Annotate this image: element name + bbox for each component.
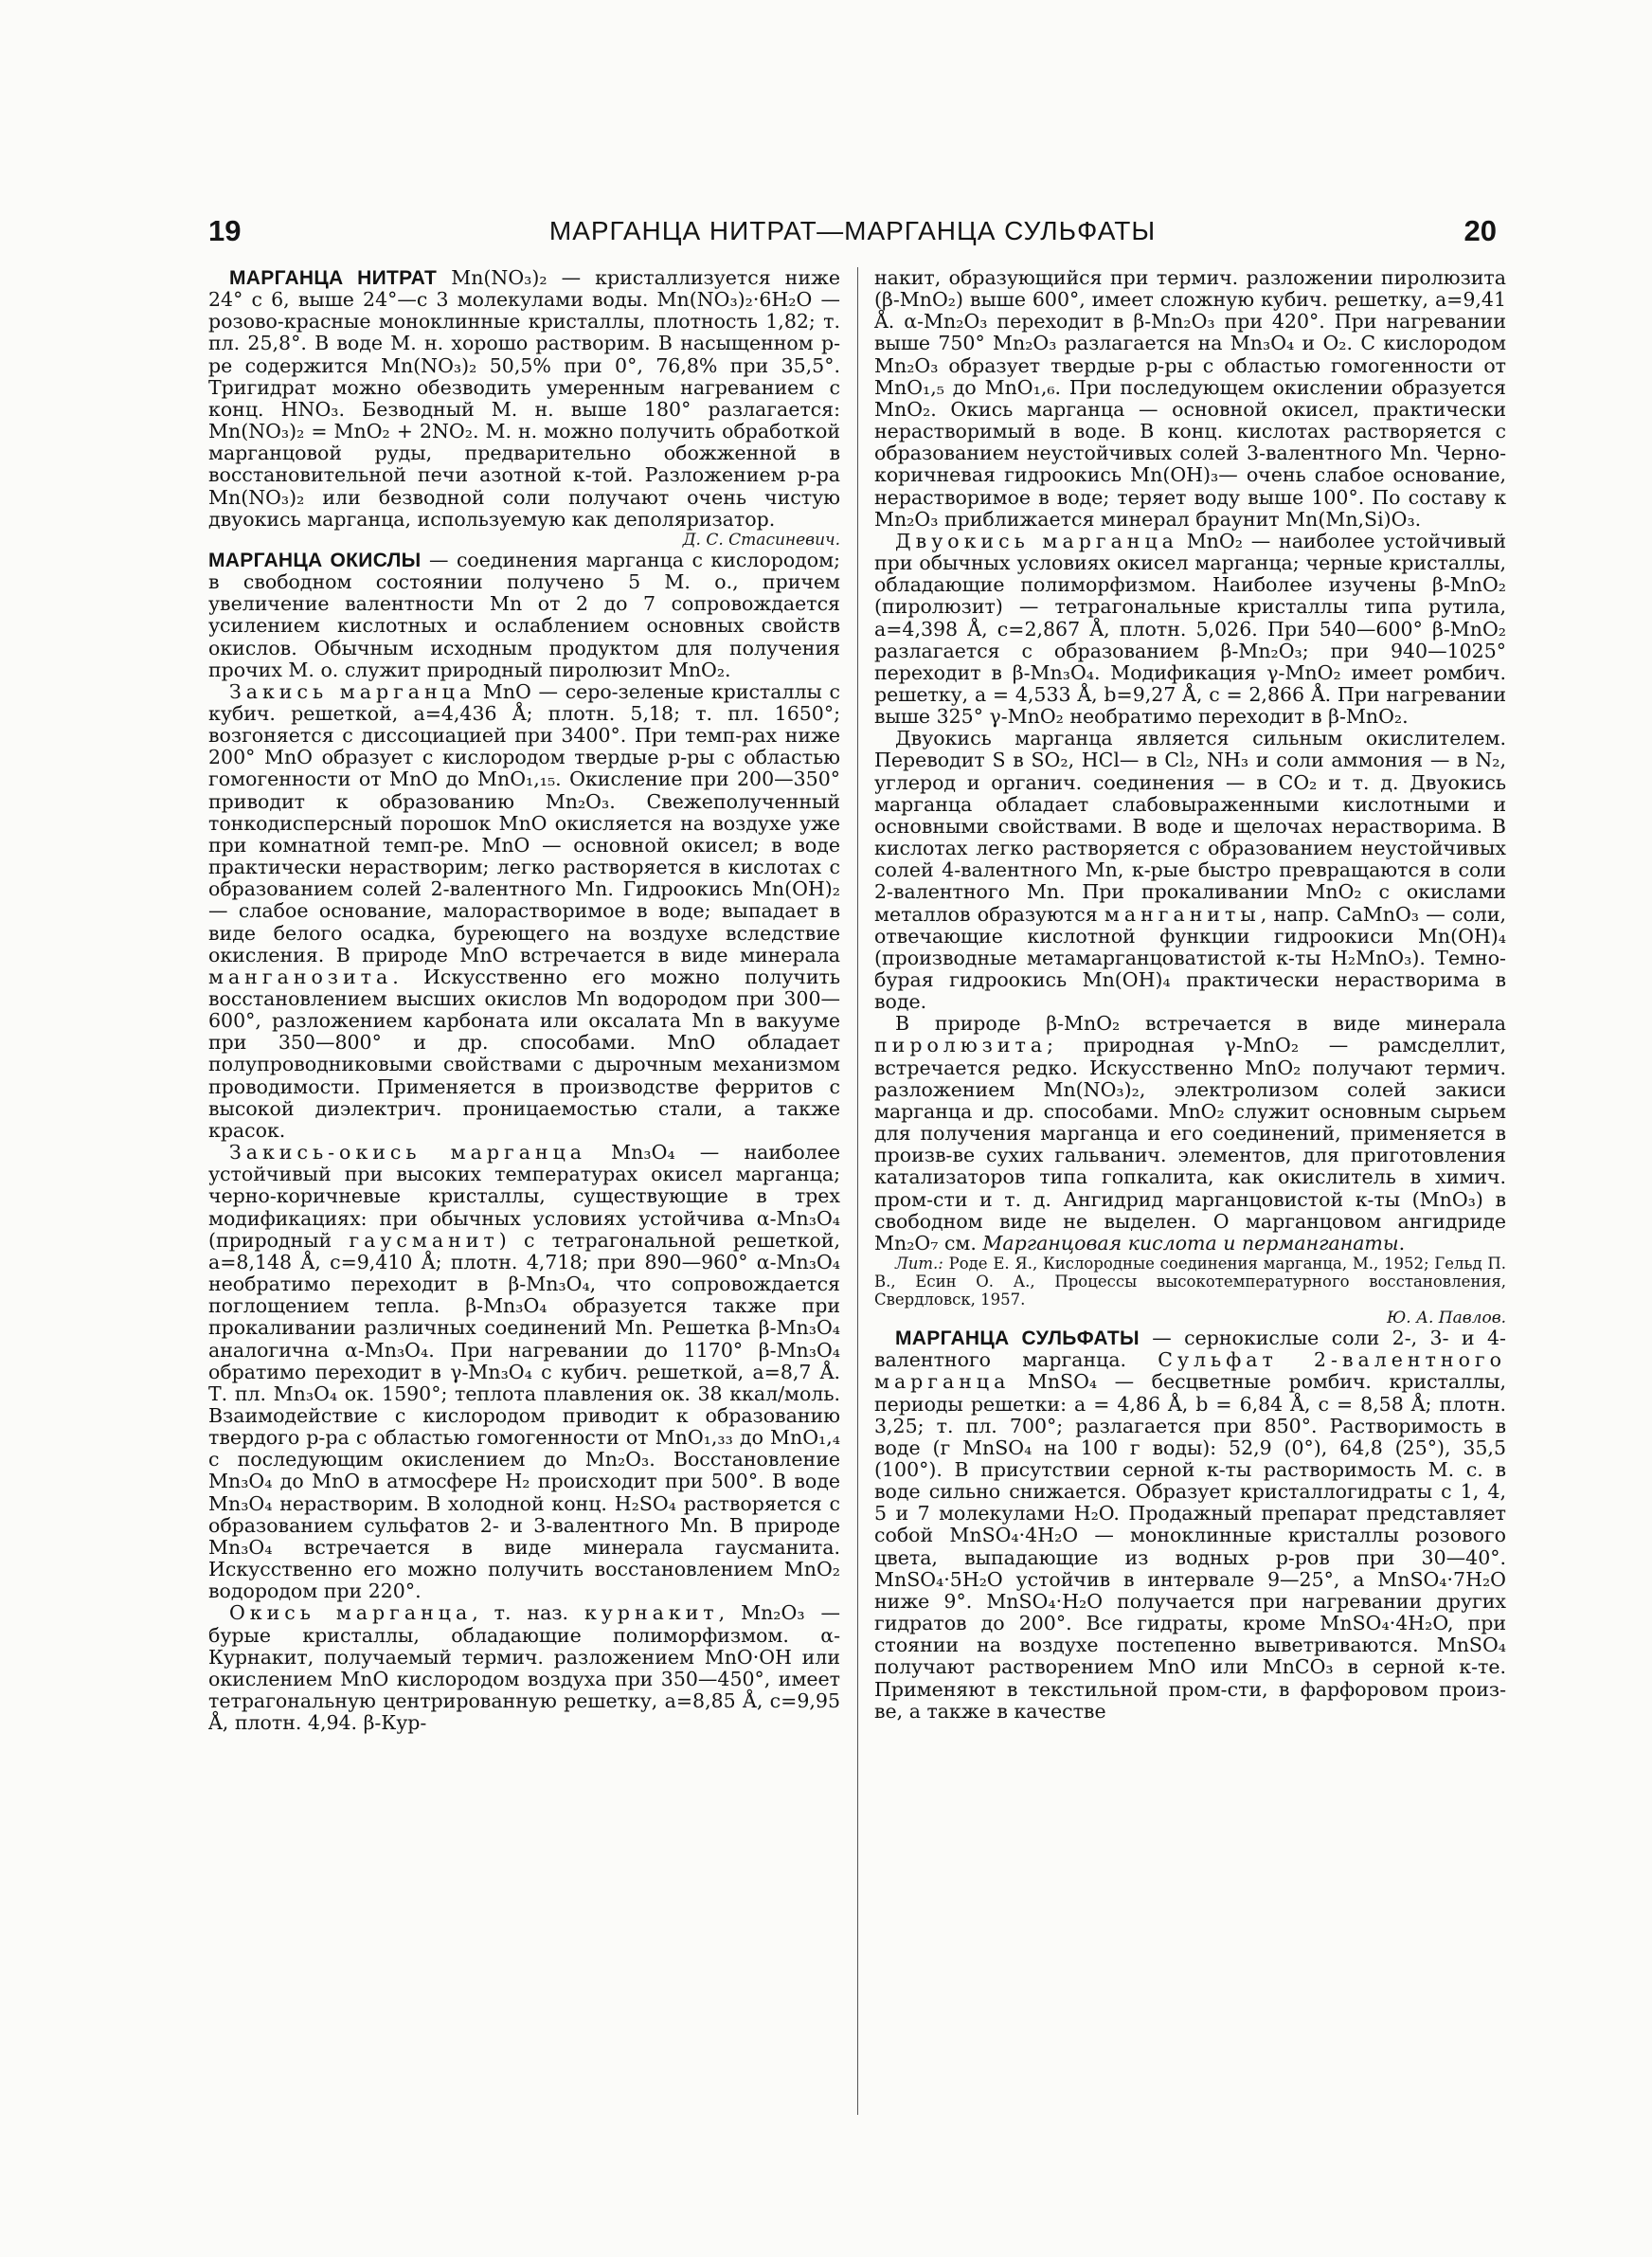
nitrate-headword: МАРГАНЦА НИТРАТ (229, 267, 438, 289)
sulfate-text: — сернокислые соли 2-, 3- и 4-валентного марганца. (874, 1327, 1506, 1372)
mn3o4-text: Mn₃O₄ — наиболее устойчивый при высоких температурах окисел марганца; черно-коричневые кристаллы, существующие в трех модификациях: при обычных условиях устойчива α-Mn₃O₄ (природный (208, 1141, 840, 1252)
manganosite-term: манганозита (208, 965, 393, 988)
page-number-right: 20 (1463, 214, 1497, 247)
literature-label: Лит.: (895, 1255, 943, 1273)
column-divider (857, 267, 858, 2115)
mno2-term: Двуокись марганца (895, 529, 1178, 552)
mn2o3-text-2: , Mn₂O₃ — бурые кристаллы, обладающие полиморфизмом. α-Курнакит, получаемый термич. разложением MnO·OH или окислением MnO кислородом воздуха при 350—450°, имеет тетрагональную центрированную решетку, a=8,85 Å, c=9,95 Å, плотн. 4,94. β-Кур- (208, 1601, 840, 1735)
mno2-nature-paragraph (874, 1013, 1506, 1255)
mn3o4-text-2: ) с тетрагональной решеткой, a=8,148 Å, c=9,410 Å; плотн. 4,718; при 890—960° α-Mn₃O₄ необратимо переходит в β-Mn₃O₄, что сопровождается поглощением тепла. β-Mn₃O₄ образуется также при прокаливании различных соединений Mn. Решетка β-Mn₃O₄ аналогична α-Mn₃O₄. При нагревании до 1170° β-Mn₃O₄ обратимо переходит в γ-Mn₃O₄ с кубич. решеткой, a=8,7 Å. Т. пл. Mn₃O₄ ок. 1590°; теплота плавления ок. 38 ккал/моль. Взаимодействие с кислородом приводит к образованию твердого р-ра с областью гомогенности от MnO₁,₃₃ до MnO₁,₄ с последующим окислением до Mn₂O₃. Восстановление Mn₃O₄ до MnO в атмосфере H₂ происходит при 500°. В воде Mn₃O₄ нерастворим. В холодной конц. H₂SO₄ растворяется с образованием сульфатов 2- и 3-валентного Mn. В природе Mn₃O₄ встречается в виде минерала гаусманита. Искусственно его можно получить восстановлением MnO₂ водородом при 220°. (208, 1228, 840, 1603)
cross-reference: Марганцовая кислота и перманганаты (982, 1231, 1399, 1255)
manganites-term: манганиты (1104, 902, 1261, 926)
sulfate-entry (874, 1327, 1506, 1723)
kurnakite-term: курнакит (584, 1601, 719, 1625)
sulfate-term: Сульфат 2-валентного марганца (874, 1348, 1506, 1394)
mno2-p3-text-2: ; природная γ-MnO₂ — рамсделлит, встречается редко. Искусственно MnO₂ получают термич. разложением Mn(NO₃)₂, электролизом солей закиси марганца и др. способами. MnO₂ служит основным сырьем для получения марганца и его соединений, применяется в произв-ве сухих гальванич. элементов, для приготовления катализаторов типа гопкалита, как окислитель в химич. пром-сти и т. д. Ангидрид марганцовистой к-ты (MnO₃) в свободном виде не выделен. О марганцовом ангидриде Mn₂O₇ см. (874, 1034, 1506, 1255)
sulfate-headword: МАРГАНЦА СУЛЬФАТЫ (895, 1327, 1140, 1350)
mno-paragraph (208, 681, 840, 1142)
oxides-entry (208, 550, 840, 681)
mno-term: Закись марганца (229, 679, 476, 703)
mno2-p3-text: В природе β-MnO₂ встречается в виде минерала (895, 1012, 1506, 1036)
oxides-intro: — соединения марганца с кислородом; в свободном состоянии получено 5 М. о., причем увеличение валентности Mn от 2 до 7 сопровождается усилением кислотных и ослаблением основных свойств окислов. Обычным исходным продуктом для получения прочих М. о. служит природный пиролюзит MnO₂. (208, 548, 840, 681)
literature-text: Роде Е. Я., Кислородные соединения марганца, М., 1952; Гельд П. В., Есин О. А., Процессы высокотемпературного восстановления, Свердловск, 1957. (874, 1255, 1506, 1309)
left-column (208, 267, 840, 2134)
oxides-headword: МАРГАНЦА ОКИСЛЫ (208, 549, 422, 571)
sulfate-text-2: MnSO₄ — бесцветные ромбич. кристаллы, периоды решетки: a = 4,86 Å, b = 6,84 Å, c = 8,58 Å; плотн. 3,25; т. пл. 700°; разлагается при 850°. Растворимость в воде (г MnSO₄ на 100 г воды): 52,9 (0°), 64,8 (25°), 35,5 (100°). В присутствии серной к-ты растворимость М. с. в воде сильно снижается. Образует кристаллогидраты с 1, 4, 5 и 7 молекулами H₂O. Продажный препарат представляет собой MnSO₄·4H₂O — моноклинные кристаллы розового цвета, выпадающие из водных р-ров при 30—40°. MnSO₄·5H₂O устойчив в интервале 9—25°, а MnSO₄·7H₂O ниже 9°. MnSO₄·H₂O получается при нагревании других гидратов до 200°. Все гидраты, кроме MnSO₄·4H₂O, при стоянии на воздухе постепенно выветриваются. MnSO₄ получают растворением MnO или MnCO₃ в серной к-те. Применяют в текстильной пром-сти, в фарфоровом произ-ве, а также в качестве (874, 1370, 1506, 1723)
oxides-author: Ю. А. Павлов. (1387, 1309, 1506, 1328)
running-title: МАРГАНЦА НИТРАТ—МАРГАНЦА СУЛЬФАТЫ (548, 216, 1157, 245)
right-column (874, 267, 1506, 2134)
mno2-text: MnO₂ — наиболее устойчивый при обычных условиях окисел марганца; черные кристаллы, обладающие полиморфизмом. Наиболее изучены β-MnO₂ (пиролюзит) — тетрагональные кристаллы типа рутила, a=4,398 Å, c=2,867 Å, плотн. 5,026. При 540—600° β-MnO₂ разлагается с образованием β-Mn₂O₃; при 940—1025° переходит в β-Mn₃O₄. Модификация γ-MnO₂ имеет ромбич. решетку, a = 4,533 Å, b=9,27 Å, c = 2,866 Å. При нагревании выше 325° γ-MnO₂ необратимо переходит в β-MnO₂. (874, 529, 1506, 729)
mno2-p3-text-3: . (1398, 1231, 1406, 1255)
mno2-p2-text: Двуокись марганца является сильным окислителем. Переводит S в SO₂, HCl— в Cl₂, NH₃ и соли аммония — в N₂, углерод и органич. соединения — в CO₂ и т. д. Двуокись марганца обладает слабовыраженными кислотными и основными свойствами. В воде и щелочах нерастворима. В кислотах легко растворяется с образованием неустойчивых солей 4-валентного Mn, к-рые быстро превращаются в соли 2-валентного Mn. При прокаливании MnO₂ с окислами металлов образуются (874, 727, 1506, 926)
mn2o3-paragraph (208, 1602, 840, 1734)
pyrolusite-term: пиролюзита (874, 1034, 1048, 1057)
mn3o4-paragraph (208, 1142, 840, 1602)
kurnakite-continuation: накит, образующийся при термич. разложении пиролюзита (β-MnO₂) выше 600°, имеет сложную кубич. решетку, a=9,41 Å. α-Mn₂O₃ переходит в β-Mn₂O₃ при 420°. При нагревании выше 750° Mn₂O₃ разлагается на Mn₃O₄ и O₂. С кислородом Mn₂O₃ образует твердые р-ры с областью гомогенности от MnO₁,₅ до MnO₁,₆. При последующем окислении образуется MnO₂. Окись марганца — основной окисел, практически нерастворимый в воде. В конц. кислотах растворяется с образованием неустойчивых солей 3-валентного Mn. Черно-коричневая гидроокись Mn(OH)₃— очень слабое основание, нерастворимое в воде; теряет воду выше 100°. По составу к Mn₂O₃ приближается минерал браунит Mn(Mn,Si)O₃. (874, 267, 1506, 531)
mno-text-2: . Искусственно его можно получить восстановлением высших окислов Mn водородом при 300—600°, разложением карбоната или оксалата Mn в вакууме при 350—800° и др. способами. MnO обладает полупроводниковыми свойствами с дырочным механизмом проводимости. Применяется в производстве ферритов с высокой диэлектрич. проницаемостью стали, а также красок. (208, 965, 840, 1142)
mn2o3-text: , т. наз. (472, 1601, 584, 1625)
mno-text: MnO — серо-зеленые кристаллы с кубич. решеткой, a=4,436 Å; плотн. 5,18; т. пл. 1650°; возгоняется с диссоциацией при 3400°. При темп-рах ниже 200° MnO образует с кислородом твердые р-ры с областью гомогенности от MnO до MnO₁,₁₅. Окисление при 200—350° приводит к образованию Mn₂O₃. Свежеполученный тонкодисперсный порошок MnO окисляется на воздухе уже при комнатной темп-ре. MnO — основной окисел; в воде практически нерастворим; легко растворяется в кислотах с образованием солей 2-валентного Mn. Гидроокись Mn(OH)₂ — слабое основание, малорастворимое в воде; выпадает в виде белого осадка, буреющего на воздухе вследствие окисления. В природе MnO встречается в виде минерала (208, 679, 840, 966)
mno2-oxidizer-paragraph (874, 728, 1506, 1013)
hausmannite-term: гаусманит (349, 1228, 499, 1252)
mn2o3-term: Окись марганца (229, 1601, 473, 1625)
page-number-left: 19 (208, 214, 242, 247)
nitrate-author: Д. С. Стасиневич. (682, 530, 840, 550)
running-header (208, 214, 1497, 252)
mn3o4-term: Закись-окись марганца (229, 1141, 586, 1165)
literature-references (874, 1255, 1506, 1327)
mno2-p2-text-2: , напр. CaMnO₃ — соли, отвечающие кислотной функции гидроокиси Mn(OH)₄ (производные метамарганцоватистой к-ты H₂MnO₃). Темно-бурая гидроокись Mn(OH)₄ практически нерастворима в воде. (874, 902, 1506, 1014)
mno2-paragraph (874, 531, 1506, 728)
nitrate-entry (208, 267, 840, 550)
nitrate-text: Mn(NO₃)₂ — кристаллизуется ниже 24° с 6, выше 24°—с 3 молекулами воды. Mn(NO₃)₂·6H₂O — розово-красные моноклинные кристаллы, плотность 1,82; т. пл. 25,8°. В воде М. н. хорошо растворим. В насыщенном р-ре содержится Mn(NO₃)₂ 50,5% при 0°, 76,8% при 35,5°. Тригидрат можно обезводить умеренным нагреванием с конц. HNO₃. Безводный М. н. выше 180° разлагается: Mn(NO₃)₂ = MnO₂ + 2NO₂. М. н. можно получить обработкой марганцовой руды, предварительно обожженной в восстановительной печи азотной к-той. Разложением р-ра Mn(NO₃)₂ или безводной соли получают очень чистую двуокись марганца, используемую как деполяризатор. (208, 267, 840, 531)
